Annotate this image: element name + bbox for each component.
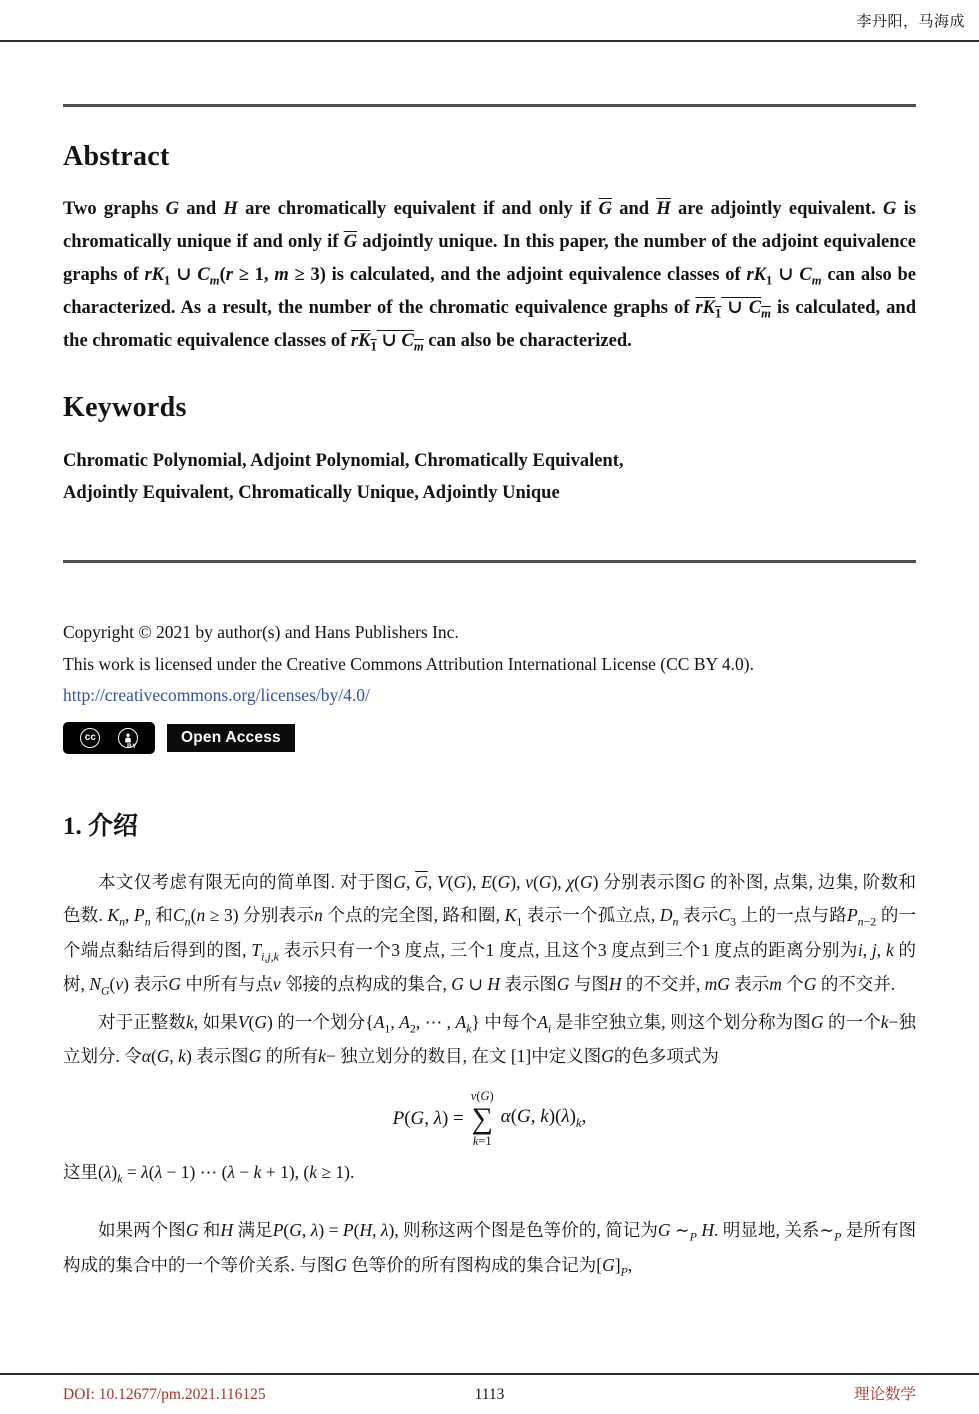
abstract-heading: Abstract (63, 141, 170, 172)
intro-paragraph-3: 如果两个图G 和H 满足P(G, λ) = P(H, λ), 则称这两个图是色等价的, 简记为G $\sim_P$ H. 明显地, 关系$\sim_P$ 是所有图构成的集合中的一个等价关系. 与图G 色等价的所有图构成的集合记为$[G]_P$, (63, 1220, 917, 1279)
keywords-line-1: Chromatic Polynomial, Adjoint Polynomial, Chromatically Equivalent, (63, 451, 624, 472)
keywords-text (63, 446, 916, 510)
open-access-badge[interactable]: Open Access (167, 724, 295, 752)
keywords-heading: Keywords (63, 392, 187, 424)
cc-by-label: BY (126, 743, 137, 751)
abstract-text: Two graphs G and H are chromatically equivalent if and only if $\overline{G}$ and $\overline{H}$ are adjointly equivalent. G is chromatically unique if and only if $\overline{G}$ adjointly unique. In this paper, the number of the adjoint equivalence graphs of $rK_1$ ∪ $C_m(r \ge 1$, m ≥ 3) is calculated, and the adjoint equivalence classes of $rK_1$ ∪ $C_m$ can also be characterized. As a result, the number of the chromatic equivalence graphs of $rK_1$ ∪ $C_m$ is calculated, and the chromatic equivalence classes of $rK_1$ ∪ $C_m$ can also be characterized. (63, 199, 917, 354)
copyright-line: Copyright © 2021 by author(s) and Hans Publishers Inc. (63, 621, 459, 642)
intro-paragraph-2: 对于正整数k, 如果V(G) 的一个划分{$A_1$, $A_2$, ⋯ , $A_k$} 中每个$A_i$ 是非空独立集, 则这个划分称为图G 的一个k−独立划分. 令α(G, k) 表示图G 的所有k− 独立划分的数目, 在文 [1]中定义图G的色多项式为 (63, 1011, 917, 1066)
sum-lower-limit: k=1 (472, 1134, 492, 1148)
keywords-line-2: Adjointly Equivalent, Chromatically Unique, Adjointly Unique (63, 482, 560, 503)
sigma-icon: ∑ (471, 1101, 493, 1135)
page-header (0, 0, 979, 42)
chromatic-polynomial-formula (63, 1089, 916, 1148)
license-url-link[interactable]: http://creativecommons.org/licenses/by/4.0/ (63, 685, 370, 706)
doi-link[interactable]: DOI: 10.12677/pm.2021.116125 (63, 1386, 266, 1403)
keywords-bottom-divider (63, 560, 916, 563)
section-1-heading: 1. 介绍 (63, 813, 139, 841)
sum-upper-limit: v(G) (470, 1089, 494, 1104)
page-number: 1113 (474, 1386, 505, 1403)
cc-by-badge[interactable] (63, 722, 155, 754)
falling-factorial-note: 这里$(\lambda)_k = \lambda(\lambda - 1)$ ⋯ (λ − k + 1), (k ≥ 1). (63, 1162, 355, 1186)
header-divider (0, 40, 979, 42)
journal-name: 理论数学 (853, 1386, 916, 1403)
license-line: This work is licensed under the Creative Commons Attribution International License (CC BY 4.0). (63, 653, 754, 674)
license-block (63, 617, 916, 755)
cc-logo-icon: cc (80, 728, 100, 748)
license-badges (63, 722, 916, 754)
summation-operator (471, 1089, 494, 1148)
page-footer (0, 1373, 979, 1414)
formula-rhs: α(G, $k)(\lambda)_k$, (500, 1106, 587, 1131)
author-names: 李丹阳，马海成 (856, 14, 965, 30)
intro-paragraph-1: 本文仅考虑有限无向的简单图. 对于图G, $\overline{G}$, V(G), E(G), v(G), χ(G) 分别表示图G 的补图, 点集, 边集, 阶数和色数. $K_n$, $P_n$ 和$C_n(n \ge 3)$ 分别表示n 个点的完全图, 路和圈, $K_1$ 表示一个孤立点, $D_n$ 表示$C_3$ 上的一点与路$P_{n-2}$ 的一个端点黏结后得到的图, $T_{i,j,k}$ 表示只有一个3 度点, 三个1 度点, 且这个3 度点到三个1 度点的距离分别为i, j, k 的树, $N_G(v)$ 表示G 中所有与点v 邻接的点构成的集合, G ∪ H 表示图G 与图H 的不交并, mG 表示m 个G 的不交并. (63, 872, 917, 998)
abstract-top-divider (63, 104, 916, 107)
formula-lhs: P(G, λ) = (392, 1107, 464, 1129)
citation-1[interactable]: [1] (510, 1045, 532, 1066)
